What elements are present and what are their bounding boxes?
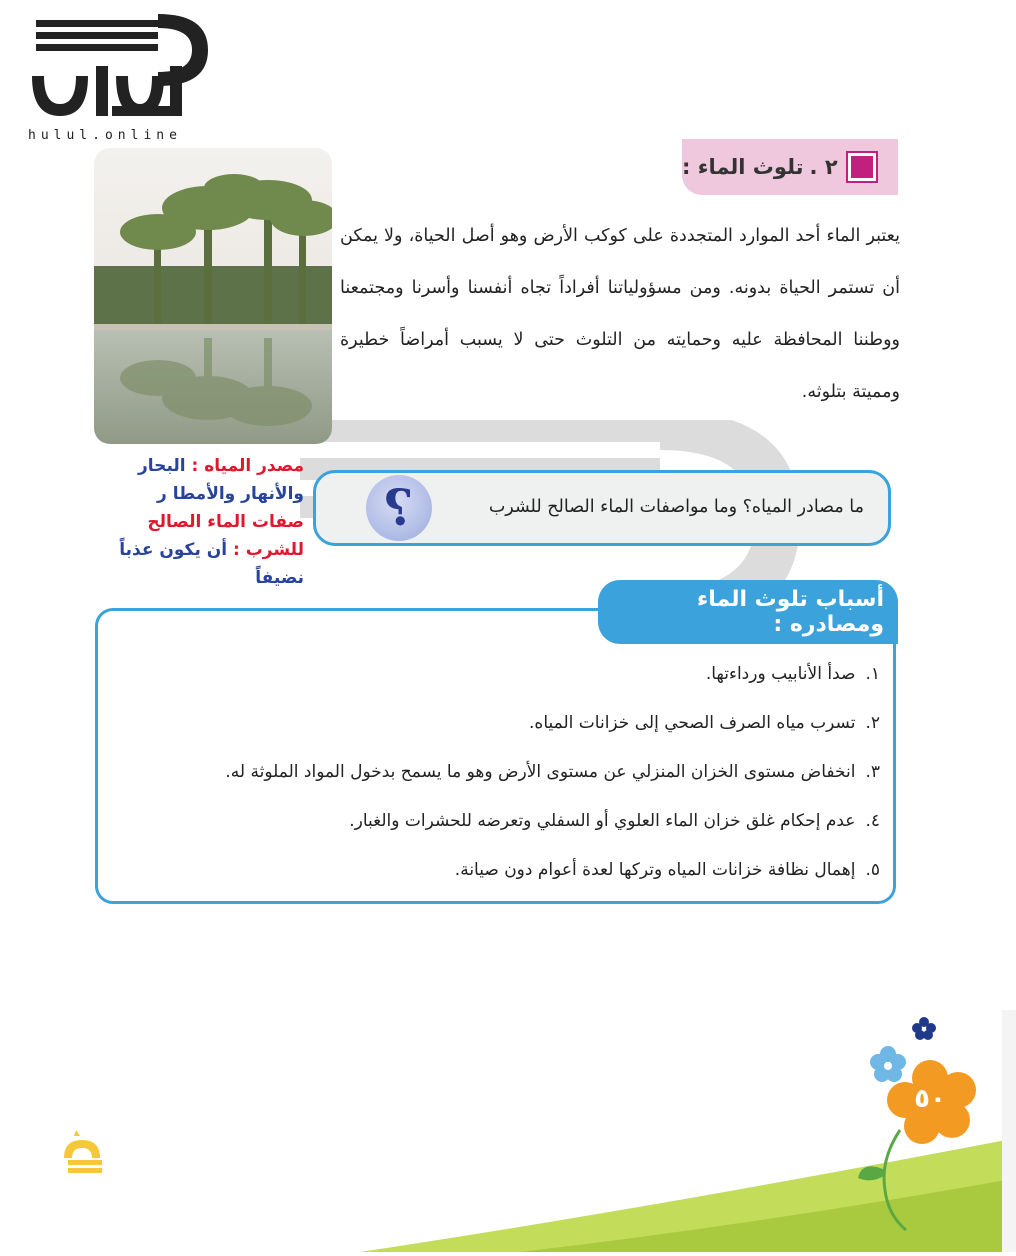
- hulul-logo: [12, 6, 212, 146]
- palm-pond-illustration: [94, 148, 332, 444]
- grass-flower-illustration: [0, 1010, 1016, 1252]
- list-item-number: ٢.: [865, 713, 880, 733]
- hulul-logo-mark: [12, 6, 212, 136]
- handwritten-answer: [108, 452, 304, 592]
- answer-quality-label: صفات الماء الصالح للشرب :: [147, 512, 304, 560]
- answer-source-value: البحار والأنهار والأمطا ر: [138, 456, 304, 504]
- intro-paragraph: يعتبر الماء أحد الموارد المتجددة على كوكب الأرض وهو أصل الحياة، ولا يمكن أن تستمر الحياة بدونه. ومن مسؤولياتنا أفراداً تجاه أنفسنا وأسرنا ومجتمعنا ووطننا المحافظة عليه وحمايته من التلوث حتى لا يسبب أمراضاً خطيرة ومميتة بتلوثه.: [340, 226, 900, 402]
- list-item-text: انخفاض مستوى الخزان المنزلي عن مستوى الأرض وهو ما يسمح بدخول المواد الملوثة له.: [225, 762, 856, 782]
- list-item: [130, 754, 880, 803]
- answer-source-label: مصدر المياه :: [191, 456, 304, 476]
- list-item: [130, 705, 880, 754]
- question-mark-glyph: ?: [384, 478, 414, 537]
- page-number: ٥٠: [914, 1084, 946, 1114]
- publisher-mark-icon: [54, 1128, 110, 1178]
- list-item: [130, 852, 880, 901]
- list-item-number: ٥.: [865, 860, 880, 880]
- list-item-number: ٤.: [865, 811, 880, 831]
- list-item-number: ٣.: [865, 762, 880, 782]
- causes-header: [598, 580, 898, 644]
- section-header: [682, 139, 898, 195]
- list-item-text: إهمال نظافة خزانات المياه وتركها لعدة أعوام دون صيانة.: [454, 860, 856, 880]
- list-item: [130, 803, 880, 852]
- list-item-text: تسرب مياه الصرف الصحي إلى خزانات المياه.: [529, 713, 856, 733]
- list-item: [130, 656, 880, 705]
- causes-list: [130, 656, 880, 901]
- section-number: ٢ .: [809, 155, 838, 179]
- palm-pond-photo: [94, 148, 332, 444]
- section-square-icon: [848, 153, 876, 181]
- question-mark-icon: [366, 475, 432, 541]
- list-item-text: صدأ الأنابيب ورداءتها.: [705, 664, 856, 684]
- publisher-mark-shape: [54, 1128, 110, 1178]
- answer-quality-value: أن يكون عذباً نضيفاً: [119, 540, 304, 588]
- question-text: ما مصادر المياه؟ وما مواصفات الماء الصالح للشرب: [488, 497, 864, 517]
- list-item-text: عدم إحكام غلق خزان الماء العلوي أو السفلي وتعرضه للحشرات والغبار.: [349, 811, 856, 831]
- section-title: تلوث الماء :: [682, 155, 804, 179]
- question-box: [313, 470, 891, 546]
- grass-decoration: [0, 1010, 1016, 1252]
- list-item-number: ١.: [865, 664, 880, 684]
- causes-title: أسباب تلوث الماء ومصادره :: [696, 587, 884, 637]
- logo-tagline: hulul.online: [28, 128, 182, 143]
